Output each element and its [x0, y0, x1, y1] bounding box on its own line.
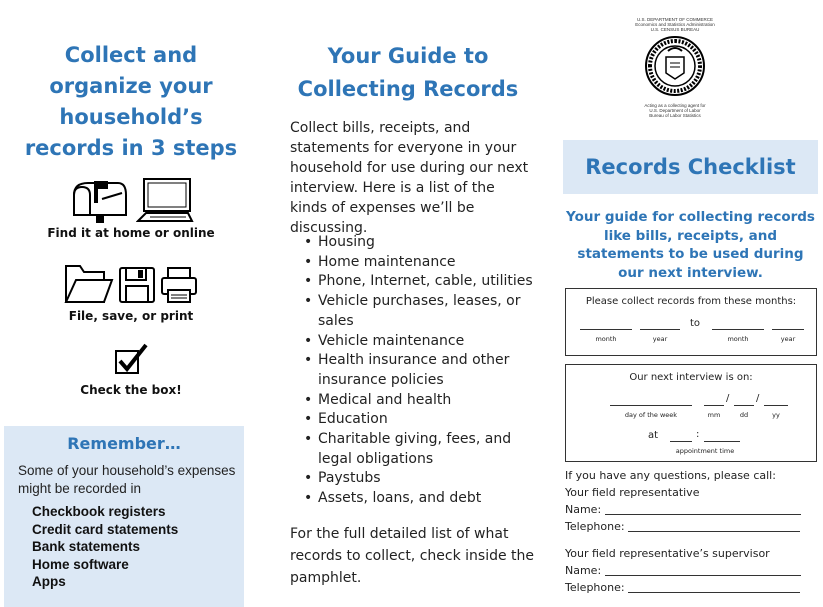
folder-icon — [64, 264, 114, 304]
checklist-title: Records Checklist — [585, 155, 796, 179]
computer-icon — [136, 177, 194, 223]
months-heading: Please collect records from these months: — [585, 296, 797, 307]
step1-caption: Find it at home or online — [47, 226, 215, 240]
date-slash: / — [726, 393, 730, 404]
agent-text — [620, 103, 730, 118]
list-item: • Education — [302, 410, 542, 430]
year-to-field[interactable] — [772, 319, 804, 330]
field-label: day of the week — [624, 411, 678, 419]
yy-field[interactable] — [764, 395, 788, 406]
name-label: Name: — [565, 503, 602, 516]
dd-field[interactable] — [734, 395, 754, 406]
list-item: • Charitable giving, fees, and legal obligations — [302, 430, 542, 469]
rep-phone-field[interactable] — [628, 520, 800, 532]
remember-title: Remember… — [67, 434, 181, 453]
field-label: year — [780, 335, 796, 343]
middle-intro: Collect bills, receipts, and statements for everyone in your household for use during our next interview. Here is a list of the kinds of expenses we’ll be discussing. — [290, 120, 529, 236]
phone-label: Telephone: — [565, 581, 625, 594]
left-panel — [0, 0, 262, 607]
field-label: dd — [739, 411, 749, 419]
questions-heading: If you have any questions, please call: — [565, 469, 776, 482]
right-panel — [560, 0, 823, 607]
list-item: Bank statements — [32, 539, 141, 554]
date-slash: / — [756, 393, 760, 404]
middle-panel — [274, 0, 542, 607]
list-item: • Phone, Internet, cable, utilities — [302, 272, 542, 292]
remember-box — [4, 426, 244, 607]
agency-line: U.S. DEPARTMENT OF COMMERCE — [636, 17, 713, 22]
agent-line: Bureau of Labor Statistics — [649, 113, 701, 118]
left-title-line: household’s — [59, 105, 203, 129]
rep-name-field[interactable] — [605, 503, 801, 515]
printer-icon — [160, 266, 198, 304]
interview-heading: Our next interview is on: — [629, 372, 753, 383]
step3-icons — [0, 343, 262, 375]
list-item: Credit card statements — [32, 521, 179, 537]
expense-list — [302, 233, 542, 509]
remember-list — [32, 503, 178, 591]
agent-line: U.S. Department of Labor — [649, 108, 701, 113]
mm-field[interactable] — [704, 395, 724, 406]
list-item: • Vehicle maintenance — [302, 332, 542, 352]
commerce-seal-icon — [644, 35, 706, 97]
step1-icons — [0, 177, 262, 223]
remember-intro: Some of your household’s expenses might be recorded in — [18, 463, 236, 496]
step2-caption: File, save, or print — [68, 309, 194, 323]
step2-icons — [0, 264, 262, 304]
list-item: • Vehicle purchases, leases, or sales — [302, 292, 542, 331]
rep-phone-row — [565, 518, 800, 535]
list-item: Apps — [32, 574, 66, 589]
floppy-disk-icon — [118, 266, 156, 304]
checklist-banner — [563, 140, 818, 194]
field-label: mm — [707, 411, 721, 419]
at-label: at — [648, 430, 659, 441]
year-from-field[interactable] — [640, 319, 680, 330]
field-label: yy — [772, 411, 780, 419]
rep-name-row — [565, 501, 801, 518]
list-item: Checkbook registers — [32, 504, 166, 519]
mailbox-icon — [68, 177, 132, 223]
list-item: • Housing — [302, 233, 542, 253]
list-item: • Home maintenance — [302, 253, 542, 273]
field-label: appointment time — [675, 447, 735, 455]
list-item: • Medical and health — [302, 391, 542, 411]
list-item: • Paystubs — [302, 469, 542, 489]
left-title-line: records in 3 steps — [24, 136, 238, 160]
agent-line: Acting as a collecting agent for — [644, 103, 706, 108]
middle-title-line: Your Guide to — [327, 44, 489, 68]
name-label: Name: — [565, 564, 602, 577]
step3-caption: Check the box! — [80, 383, 182, 397]
list-item: • Health insurance and other insurance policies — [302, 351, 542, 390]
time-colon: : — [696, 429, 700, 440]
left-title-line: Collect and — [64, 43, 198, 67]
hour-field[interactable] — [670, 431, 692, 442]
supervisor-name-field[interactable] — [605, 564, 801, 576]
list-item: • Assets, loans, and debt — [302, 489, 542, 509]
left-title-line: organize your — [49, 74, 213, 98]
middle-title-line: Collecting Records — [297, 77, 519, 101]
left-title — [0, 40, 262, 164]
field-label: year — [652, 335, 668, 343]
middle-footer: For the full detailed list of what records to collect, check inside the pamphlet. — [290, 526, 535, 586]
field-label: month — [727, 335, 749, 343]
day-of-week-field[interactable] — [610, 395, 692, 406]
rep-label: Your field representative — [565, 486, 700, 499]
minute-field[interactable] — [704, 431, 740, 442]
months-box — [565, 288, 817, 356]
guide-text: Your guide for collecting records like bills, receipts, and statements to be used during our next interview. — [566, 209, 815, 282]
supervisor-label: Your field representative’s supervisor — [565, 547, 770, 560]
list-item: Home software — [32, 556, 129, 572]
supervisor-name-row — [565, 562, 801, 579]
supervisor-phone-row — [565, 579, 800, 596]
phone-label: Telephone: — [565, 520, 625, 533]
middle-title — [274, 40, 542, 106]
to-label: to — [690, 318, 701, 329]
month-to-field[interactable] — [712, 319, 764, 330]
agency-line: U.S. CENSUS BUREAU — [650, 27, 700, 32]
interview-box — [565, 364, 817, 462]
checkbox-icon — [114, 343, 148, 375]
supervisor-phone-field[interactable] — [628, 581, 800, 593]
month-from-field[interactable] — [580, 319, 632, 330]
agency-text — [620, 17, 730, 32]
agency-line: Economics and Statistics Administration — [635, 22, 715, 27]
field-label: month — [595, 335, 617, 343]
